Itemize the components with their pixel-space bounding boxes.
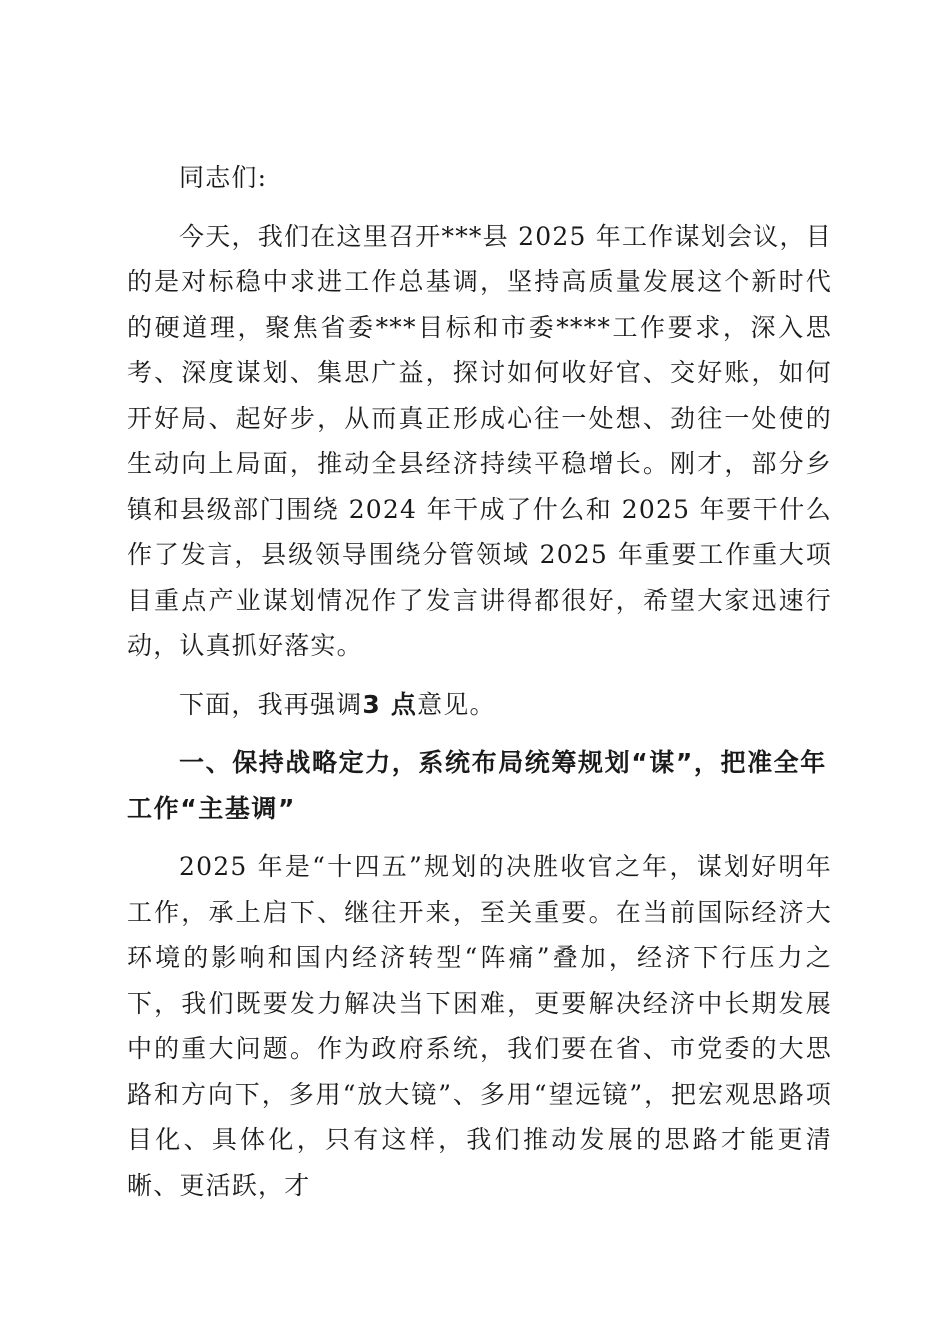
greeting-line: 同志们: (179, 163, 268, 192)
intro-text: 下面，我再强调 (179, 689, 363, 719)
paragraph-opening: 今天，我们在这里召开***县 2025 年工作谋划会议，目的是对标稳中求进工作总基调，坚持高质量发展这个新时代的硬道理，聚焦省委***目标和市委****工作要求，深入思考、深度谋划、集思广益，探讨如何收好官、交好账，如何开好局、起好步，从而真正形成心往一处想、劲往一处使的生动向上局面，推动全县经济持续平稳增长。刚才，部分乡镇和县级部门围绕 2024 年干成了什么和 2025 年要干什么作了发言，县级领导围绕分管领域 2025 年重要工作重大项目重点产业谋划情况作了发言讲得都很好，希望大家迅速行动，认真抓好落实。 (127, 221, 832, 660)
section-heading-1: 一、保持战略定力，系统布局统筹规划“谋”，把准全年工作“主基调” (127, 748, 827, 823)
points-count: 3 点 (362, 689, 418, 719)
document-body (127, 155, 832, 1221)
paragraph-section-1: 2025 年是“十四五”规划的决胜收官之年，谋划好明年工作，承上启下、继往开来，至关重要。在当前国际经济大环境的影响和国内经济转型“阵痛”叠加，经济下行压力之下，我们既要发力解决当下困难，更要解决经济中长期发展中的重大问题。作为政府系统，我们要在省、市党委的大思路和方向下，多用“放大镜”、多用“望远镜”，把宏观思路项目化、具体化，只有这样，我们推动发展的思路才能更清晰、更活跃，才 (127, 852, 832, 1200)
paragraph-intro-points (127, 682, 832, 728)
intro-text-end: 意见。 (417, 689, 496, 719)
